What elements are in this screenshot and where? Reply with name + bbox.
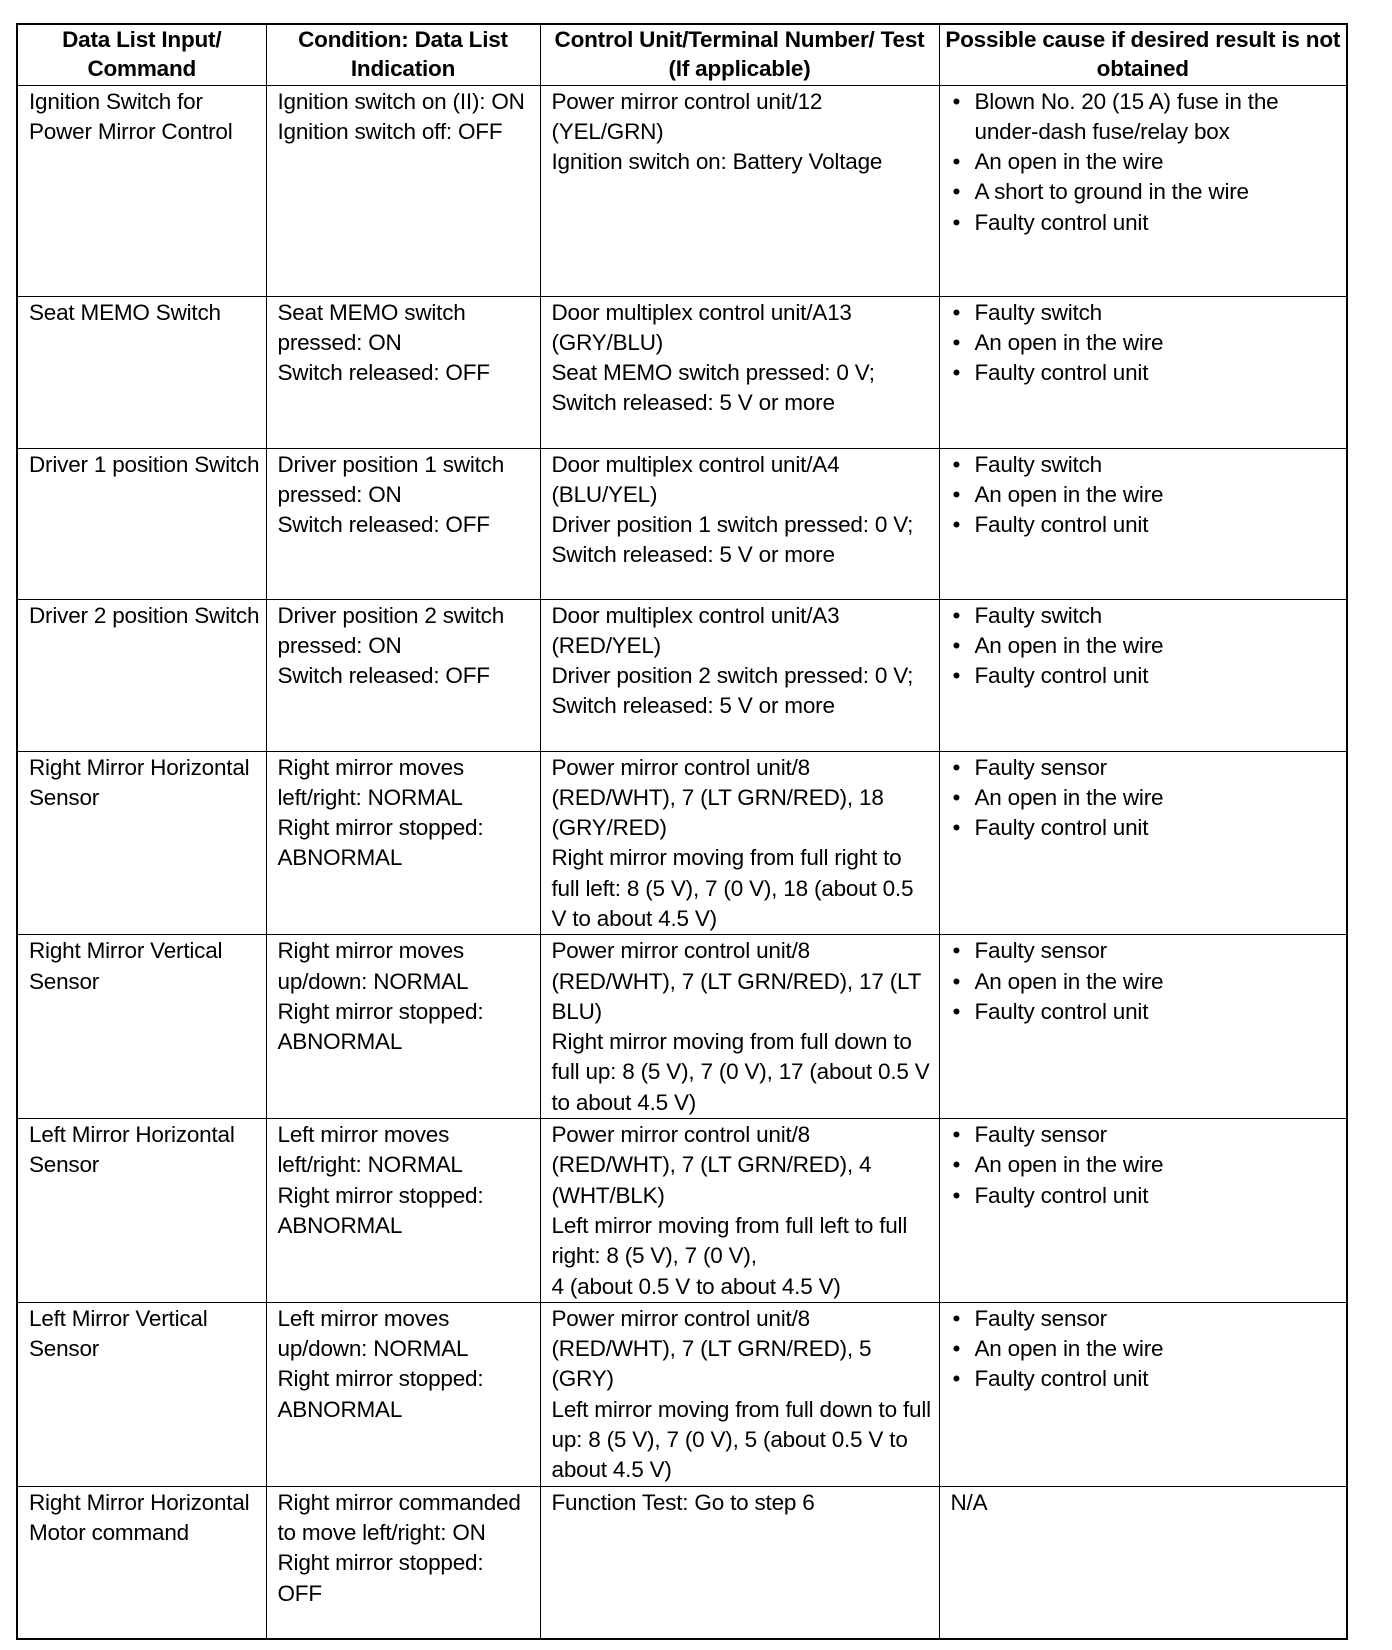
- cause-cell: [939, 935, 1347, 1119]
- condition-cell: [266, 296, 540, 448]
- condition-line: Right mirror moves up/down: NORMAL: [277, 938, 470, 994]
- cause-item: • An open in the wire: [951, 1150, 1341, 1180]
- condition-line: Right mirror stopped: ABNORMAL: [277, 1366, 489, 1422]
- cause-item: • Faulty switch: [951, 450, 1341, 480]
- header-condition: Condition: Data List Indication: [266, 24, 540, 85]
- table-row: [17, 1119, 1347, 1303]
- condition-line: Driver position 2 switch pressed: ON: [277, 602, 511, 658]
- control-line: 4 (about 0.5 V to about 4.5 V): [551, 1273, 841, 1299]
- cause-item: • An open in the wire: [951, 967, 1341, 997]
- cause-item: • An open in the wire: [951, 783, 1341, 813]
- cause-cell: [939, 599, 1347, 751]
- input-cell: Right Mirror Vertical Sensor: [17, 935, 266, 1119]
- condition-line: Switch released: OFF: [277, 360, 490, 386]
- condition-line: Switch released: OFF: [277, 512, 490, 538]
- condition-line: Right mirror moves left/right: NORMAL: [277, 754, 470, 810]
- cause-item: • An open in the wire: [951, 328, 1341, 358]
- cause-item: • Faulty control unit: [951, 208, 1341, 238]
- cause-item: • Faulty sensor: [951, 753, 1341, 783]
- condition-cell: [266, 1486, 540, 1639]
- table-row: [17, 935, 1347, 1119]
- condition-cell: [266, 1302, 540, 1486]
- cause-cell: [939, 751, 1347, 935]
- control-cell: [540, 296, 939, 448]
- control-line: Driver position 2 switch pressed: 0 V; Switch released: 5 V or more: [551, 663, 920, 719]
- condition-line: Right mirror stopped: ABNORMAL: [277, 998, 489, 1055]
- control-line: Left mirror moving from full left to full right: 8 (5 V), 7 (0 V),: [551, 1212, 914, 1269]
- cause-item: • Faulty control unit: [951, 997, 1341, 1027]
- condition-cell: [266, 935, 540, 1119]
- cause-item: • Faulty control unit: [951, 1181, 1341, 1211]
- input-cell: Right Mirror Horizontal Sensor: [17, 751, 266, 935]
- condition-line: Ignition switch on (II): ON: [277, 88, 525, 114]
- cause-item: • Faulty sensor: [951, 1304, 1341, 1334]
- cause-item: • Faulty switch: [951, 298, 1341, 328]
- header-possible-cause: Possible cause if desired result is not obtained: [939, 24, 1347, 85]
- table-row: [17, 296, 1347, 448]
- control-line: Left mirror moving from full down to full up: 8 (5 V), 7 (0 V), 5 (about 0.5 V to about 4.5 V): [551, 1396, 937, 1483]
- condition-line: Right mirror stopped: ABNORMAL: [277, 815, 489, 871]
- control-line: Door multiplex control unit/A3 (RED/YEL): [551, 602, 846, 658]
- control-cell: [540, 599, 939, 751]
- control-line: Door multiplex control unit/A4 (BLU/YEL): [551, 451, 846, 507]
- input-cell: Left Mirror Vertical Sensor: [17, 1302, 266, 1486]
- header-input: Data List Input/ Command: [17, 24, 266, 85]
- condition-cell: [266, 85, 540, 296]
- table-row: [17, 85, 1347, 296]
- input-cell: Driver 2 position Switch: [17, 599, 266, 751]
- control-line: Power mirror control unit/8 (RED/WHT), 7 (LT GRN/RED), 5 (GRY): [551, 1305, 878, 1392]
- cause-item: • Faulty control unit: [951, 1364, 1341, 1394]
- control-cell: [540, 751, 939, 935]
- input-cell: Left Mirror Horizontal Sensor: [17, 1119, 266, 1303]
- cause-item: • Faulty sensor: [951, 1120, 1341, 1150]
- input-cell: Seat MEMO Switch: [17, 296, 266, 448]
- input-cell: Driver 1 position Switch: [17, 448, 266, 599]
- control-cell: [540, 1302, 939, 1486]
- condition-line: Right mirror commanded to move left/right: ON: [277, 1489, 527, 1545]
- cause-item: • An open in the wire: [951, 480, 1341, 510]
- control-cell: [540, 85, 939, 296]
- condition-line: Driver position 1 switch pressed: ON: [277, 451, 511, 507]
- header-row: [17, 24, 1347, 85]
- cause-item: • Faulty switch: [951, 601, 1341, 631]
- table-row: [17, 1302, 1347, 1486]
- cause-item: • A short to ground in the wire: [951, 177, 1341, 207]
- condition-line: Right mirror stopped: OFF: [277, 1550, 490, 1606]
- control-line: Driver position 1 switch pressed: 0 V; Switch released: 5 V or more: [551, 512, 920, 568]
- cause-cell: N/A: [939, 1486, 1347, 1639]
- control-cell: [540, 448, 939, 599]
- cause-item: • Faulty control unit: [951, 510, 1341, 540]
- cause-cell: [939, 1302, 1347, 1486]
- cause-item: • Faulty control unit: [951, 358, 1341, 388]
- condition-line: Switch released: OFF: [277, 663, 490, 689]
- cause-item: • An open in the wire: [951, 147, 1341, 177]
- cause-cell: [939, 1119, 1347, 1303]
- condition-line: Left mirror moves up/down: NORMAL: [277, 1305, 469, 1362]
- condition-line: Seat MEMO switch pressed: ON: [277, 299, 472, 355]
- control-line: Door multiplex control unit/A13 (GRY/BLU): [551, 299, 858, 355]
- control-line: Ignition switch on: Battery Voltage: [551, 149, 883, 175]
- header-control-unit: Control Unit/Terminal Number/ Test (If applicable): [540, 24, 939, 85]
- cause-item: • Faulty sensor: [951, 936, 1341, 966]
- condition-cell: [266, 1119, 540, 1303]
- control-line: Right mirror moving from full down to full up: 8 (5 V), 7 (0 V), 17 (about 0.5 V to about 4.5 V): [551, 1029, 936, 1115]
- cause-cell: [939, 448, 1347, 599]
- cause-item: • An open in the wire: [951, 631, 1341, 661]
- table-row: [17, 751, 1347, 935]
- control-cell: [540, 935, 939, 1119]
- cause-item: • Blown No. 20 (15 A) fuse in the under-dash fuse/relay box: [951, 87, 1341, 148]
- control-line: Seat MEMO switch pressed: 0 V;: [551, 360, 875, 386]
- control-line: Right mirror moving from full right to full left: 8 (5 V), 7 (0 V), 18 (about 0.5 V to about 4.5 V): [551, 845, 920, 931]
- control-line: Switch released: 5 V or more: [551, 390, 835, 416]
- table-row: [17, 1486, 1347, 1639]
- condition-line: Left mirror moves left/right: NORMAL: [277, 1122, 463, 1178]
- cause-cell: [939, 296, 1347, 448]
- cause-item: • Faulty control unit: [951, 813, 1341, 843]
- control-cell: [540, 1486, 939, 1639]
- input-cell: Ignition Switch for Power Mirror Control: [17, 85, 266, 296]
- control-line: Power mirror control unit/8 (RED/WHT), 7 (LT GRN/RED), 17 (LT BLU): [551, 938, 927, 1024]
- input-cell: Right Mirror Horizontal Motor command: [17, 1486, 266, 1639]
- cause-item: • An open in the wire: [951, 1334, 1341, 1364]
- cause-item: • Faulty control unit: [951, 661, 1341, 691]
- condition-line: Right mirror stopped: ABNORMAL: [277, 1182, 489, 1238]
- condition-line: Ignition switch off: OFF: [277, 118, 503, 144]
- table-row: [17, 599, 1347, 751]
- control-line: Power mirror control unit/8 (RED/WHT), 7 (LT GRN/RED), 4 (WHT/BLK): [551, 1122, 878, 1208]
- control-cell: [540, 1119, 939, 1303]
- condition-cell: [266, 599, 540, 751]
- condition-cell: [266, 751, 540, 935]
- condition-cell: [266, 448, 540, 599]
- control-line: Power mirror control unit/8 (RED/WHT), 7 (LT GRN/RED), 18 (GRY/RED): [551, 754, 890, 841]
- table-row: [17, 448, 1347, 599]
- cause-cell: [939, 85, 1347, 296]
- data-list-table: [16, 23, 1348, 1640]
- control-line: Function Test: Go to step 6: [551, 1489, 815, 1515]
- control-line: Power mirror control unit/12 (YEL/GRN): [551, 88, 829, 144]
